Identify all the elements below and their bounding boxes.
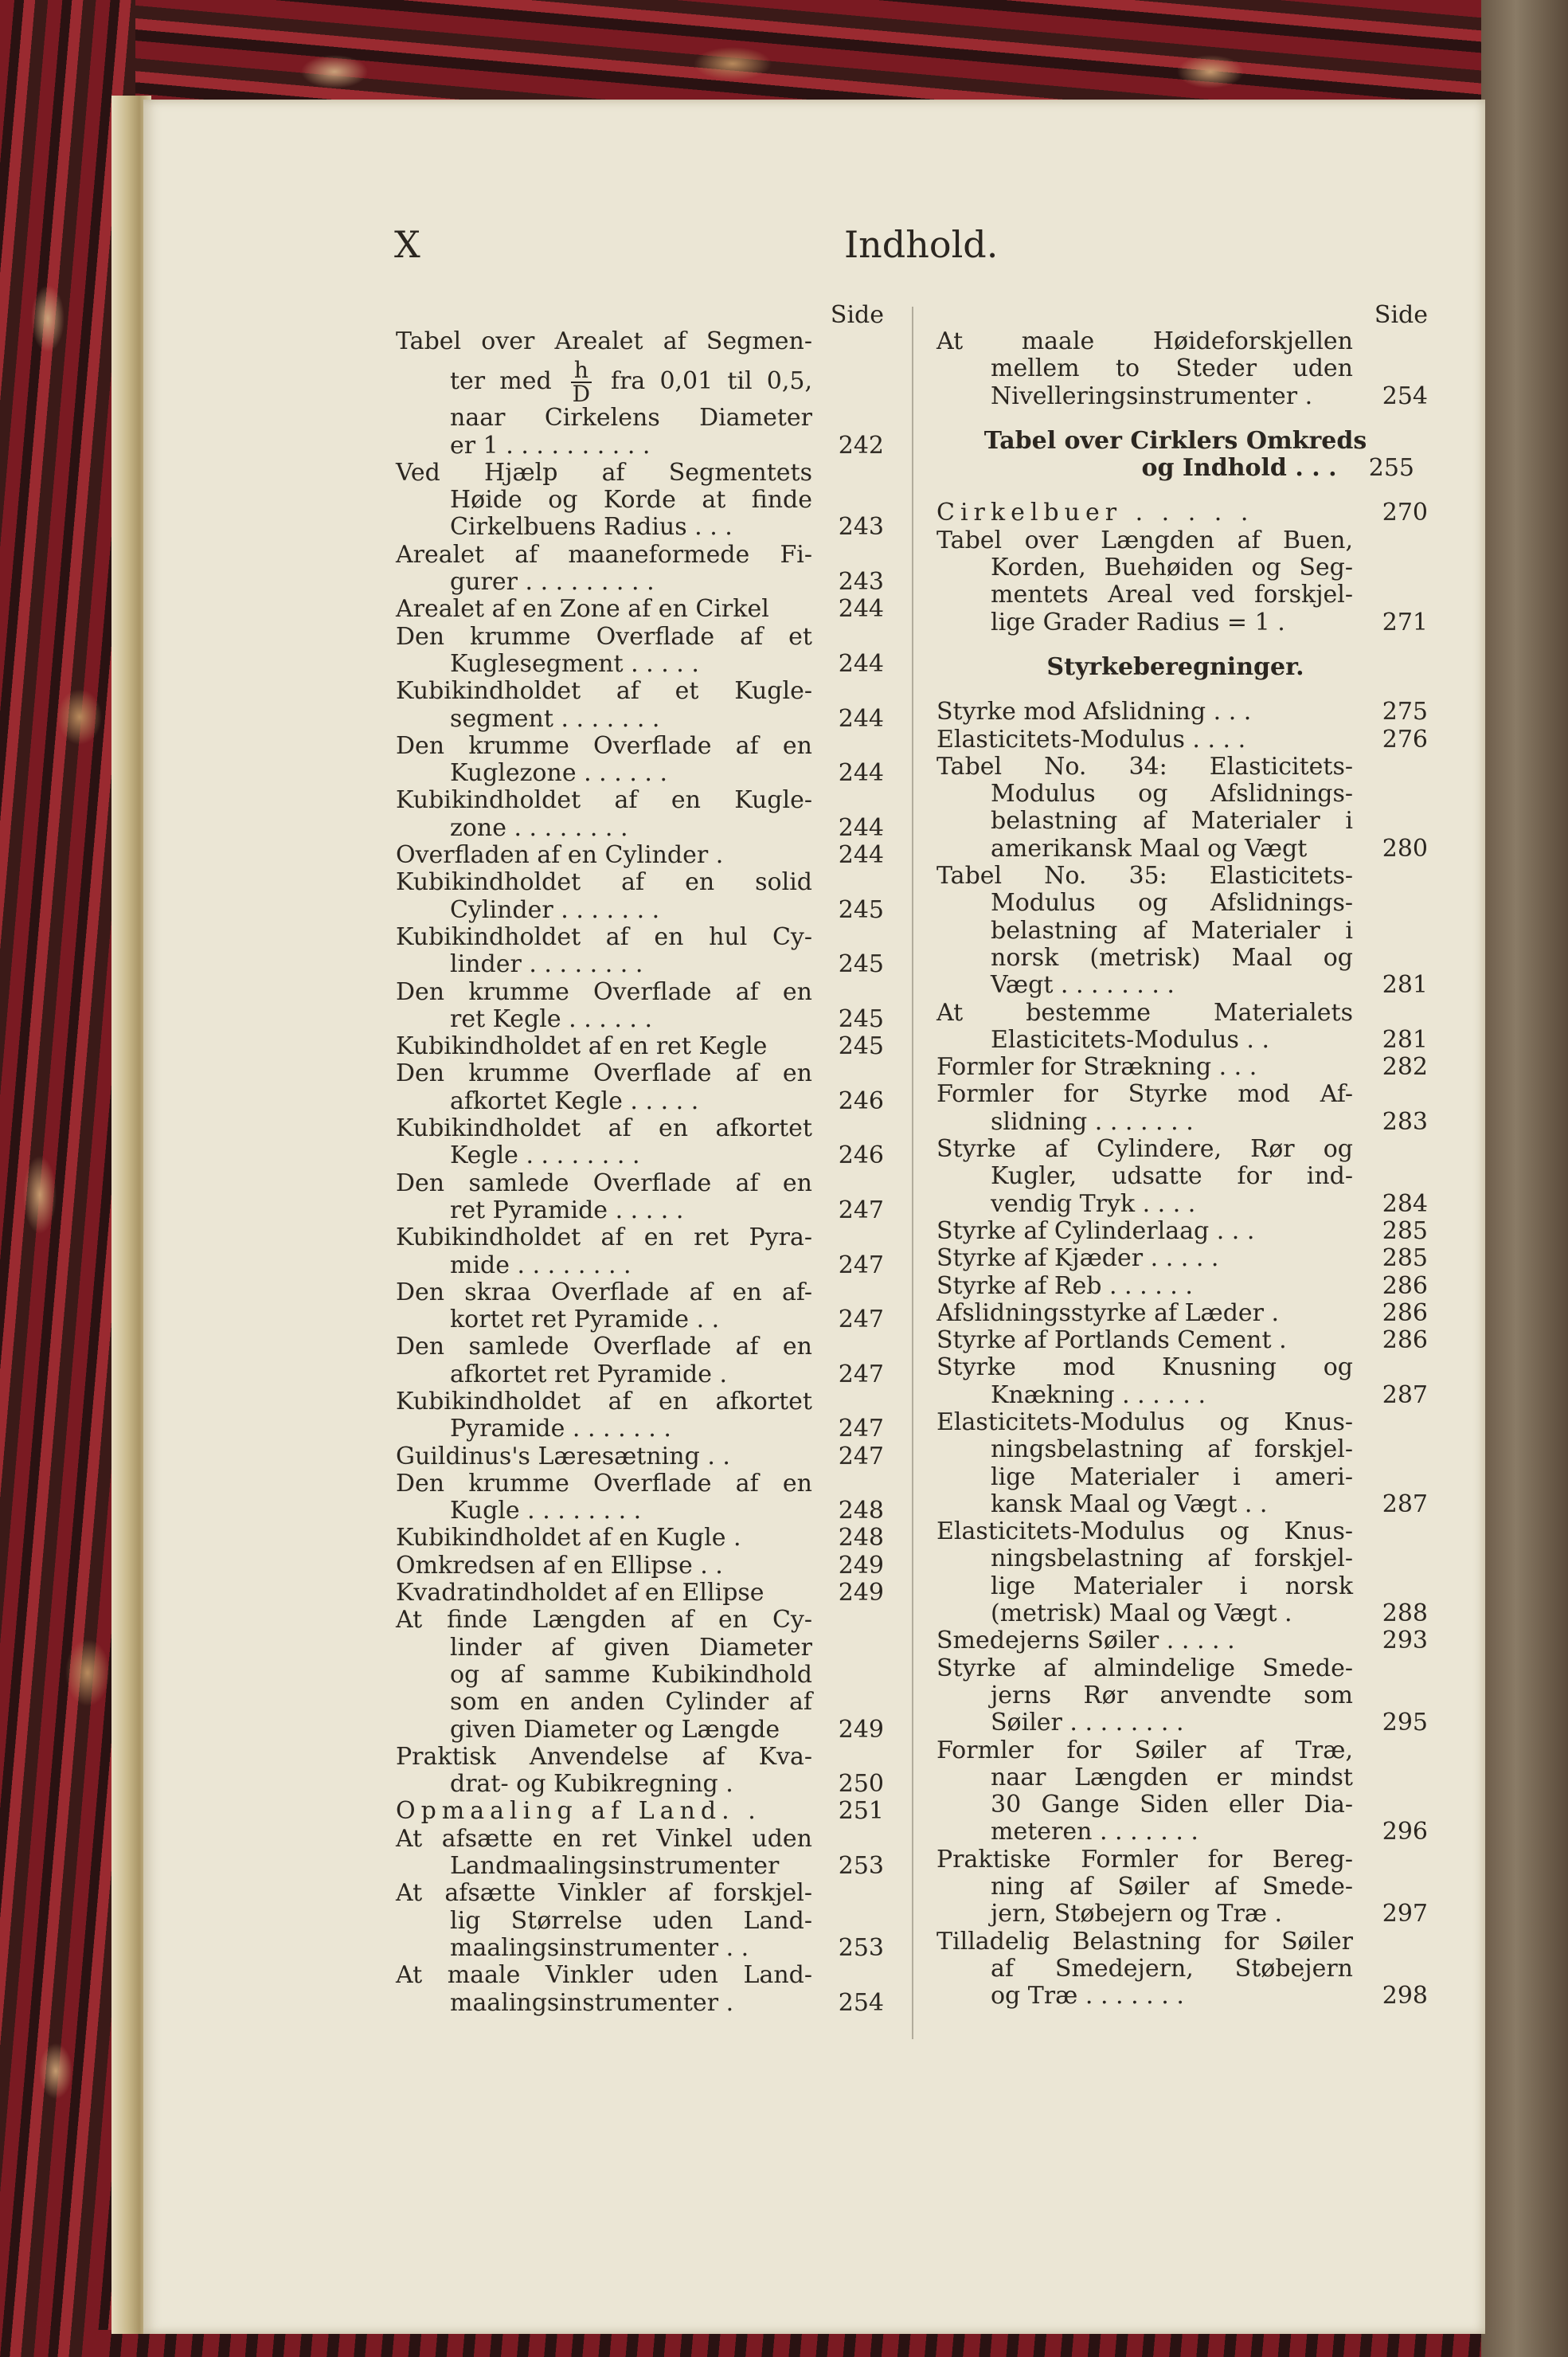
toc-entry [936,1300,1428,1327]
toc-entry [936,1409,1428,1518]
toc-page-number: 254 [838,1988,884,2017]
toc-entry-line: jern, Støbejern og Træ . [991,1900,1283,1928]
toc-entry [936,1218,1428,1245]
toc-entry [396,1443,884,1470]
toc-page-number: 271 [1382,608,1428,636]
toc-entry-line: Kubikindholdet af en Kugle- [396,786,812,815]
toc-entry-line: maalingsinstrumenter . [450,1988,734,2017]
toc-entry-line: ningsbelastning af forskjel- [991,1435,1353,1464]
toc-entry-line: og Træ . . . . . . . [991,1982,1184,2010]
toc-entry [936,1737,1428,1846]
fraction-h-over-d [571,357,592,408]
fraction-numerator: h [571,359,592,383]
toc-page-number: 248 [838,1497,884,1525]
toc-entry [396,1388,884,1443]
toc-entry [396,1224,884,1279]
toc-entry [396,787,884,842]
toc-page-number: 282 [1382,1053,1428,1082]
toc-page-number: 288 [1382,1599,1428,1628]
page-number-roman: X [394,223,420,266]
toc-entry-line: mentets Areal ved forskjel- [991,581,1353,609]
toc-entry-line: Nivelleringsinstrumenter . [991,382,1313,410]
toc-entry [396,542,884,597]
toc-page-number: 245 [838,895,884,924]
toc-entry-line: naar Cirkelens Diameter [450,404,812,433]
toc-entry [396,596,884,623]
toc-entry [396,1552,884,1580]
toc-entry [936,527,1428,636]
toc-entry-line: Knækning . . . . . . [991,1380,1206,1409]
toc-page-number: 275 [1382,698,1428,726]
toc-entry-line: ningsbelastning af forskjel- [991,1545,1353,1573]
toc-entry-line: Praktisk Anvendelse af Kva- [396,1742,812,1771]
toc-page-number: 248 [838,1524,884,1552]
toc-entry [396,1962,884,2017]
toc-entry-line: afkortet Kegle . . . . . [450,1086,699,1115]
toc-entry-line: naar Længden er mindst [991,1763,1353,1791]
toc-entry [936,499,1428,527]
toc-page-number: 286 [1382,1298,1428,1327]
toc-entry-line: Overfladen af en Cylinder . [396,841,724,870]
toc-page-number: 243 [838,513,884,542]
toc-page-number: 247 [838,1306,884,1334]
toc-entry-line: ning af Søiler af Smede- [991,1873,1353,1901]
toc-column-left [396,328,884,2017]
toc-page-number: 293 [1382,1627,1428,1655]
toc-entry-line: Styrke af Cylinderlaag . . . [936,1216,1255,1245]
toc-entry [936,1327,1428,1354]
toc-entry [396,1279,884,1334]
toc-entry-line: Cylinder . . . . . . . [450,895,660,924]
toc-page-number: 250 [838,1770,884,1799]
toc-page-number: 253 [838,1852,884,1881]
toc-entry-line: belastning af Materialer i [991,916,1353,945]
toc-entry-line: maalingsinstrumenter . . [450,1933,749,1962]
toc-entry-line: Kubikindholdet af en afkortet [396,1114,812,1143]
toc-entry-line: ret Pyramide . . . . . [450,1196,684,1224]
toc-page-number: 287 [1382,1380,1428,1409]
toc-entry-line: Den krumme Overflade af en [396,731,812,760]
toc-page-number: 296 [1382,1818,1428,1846]
toc-page-number: 286 [1382,1271,1428,1300]
toc-entry-line: Kubikindholdet af et Kugle- [396,677,812,706]
line-text: ter med [450,367,552,396]
toc-entry-line: afkortet ret Pyramide . [450,1360,728,1388]
toc-entry-line: ret Kegle . . . . . . [450,1004,653,1033]
toc-page-number: 276 [1382,725,1428,754]
toc-entry-line: Styrke af almindelige Smede- [936,1654,1353,1682]
toc-entry-line: Den krumme Overflade af en [396,977,812,1006]
toc-entry-line: Styrke af Kjæder . . . . . [936,1244,1219,1273]
toc-entry-line: Modulus og Afslidnings- [991,780,1353,809]
toc-entry-line: Tabel over Længden af Buen, [936,526,1353,554]
toc-entry-line: jerns Rør anvendte som [991,1681,1353,1709]
toc-page-number: 245 [838,1032,884,1061]
toc-entry-line: Den samlede Overflade af en [396,1333,812,1361]
side-label-left: Side [830,301,884,329]
toc-entry-line: Arealet af maaneformede Fi- [396,540,812,569]
toc-page-number: 270 [1382,499,1428,527]
toc-entry [936,863,1428,999]
toc-page-number: 245 [838,1004,884,1033]
toc-entry-line: Tabel No. 34: Elasticitets- [936,752,1353,781]
toc-entry-line: Elasticitets-Modulus og Knus- [936,1408,1353,1436]
toc-page-number: 244 [838,704,884,733]
toc-entry [936,726,1428,754]
toc-entry-line: er 1 . . . . . . . . . . [450,431,651,460]
toc-entry-line: At bestemme Materialets [936,998,1353,1027]
toc-page-number: 242 [838,431,884,460]
toc-entry-line: gurer . . . . . . . . . [450,568,655,597]
toc-entry [396,1798,884,1825]
toc-entry-line: og Indhold . . . [1141,454,1337,483]
toc-page-number: 255 [1368,454,1414,483]
toc-entry [936,1354,1428,1409]
toc-entry [936,699,1428,726]
toc-entry-line: Pyramide . . . . . . . [450,1415,671,1443]
toc-entry [396,1525,884,1552]
toc-page-number: 285 [1382,1216,1428,1245]
toc-entry-line: slidning . . . . . . . [991,1107,1194,1136]
column-divider [912,307,913,2039]
toc-entry-line: Styrkeberegninger. [1046,652,1304,681]
toc-entry-line: drat- og Kubikregning . [450,1770,733,1799]
toc-entry [396,1115,884,1170]
toc-entry-line: Tabel over Arealet af Segmen- [396,327,812,355]
toc-page-number: 281 [1382,1025,1428,1054]
toc-column-right [936,328,1428,2010]
toc-entry [396,924,884,979]
toc-entry-line: zone . . . . . . . . [450,813,628,842]
toc-heading-entry [936,428,1414,483]
toc-page-number: 287 [1382,1490,1428,1518]
toc-entry [936,1846,1428,1928]
toc-entry-line: kansk Maal og Vægt . . [991,1490,1268,1518]
toc-page-number: 244 [838,595,884,624]
marbled-endpaper-top [96,0,1489,108]
toc-entry [936,754,1428,863]
toc-entry-line: og af samme Kubikindhold [450,1660,812,1689]
toc-page-number: 247 [838,1251,884,1279]
toc-entry-line: Den krumme Overflade af et [396,622,812,651]
toc-entry-line: Arealet af en Zone af en Cirkel [396,595,769,624]
toc-entry [396,1470,884,1525]
toc-entry-line: At maale Vinkler uden Land- [396,1961,812,1990]
toc-entry-line: Elasticitets-Modulus . . [991,1025,1269,1054]
toc-entry-line: Modulus og Afslidnings- [991,889,1353,918]
toc-entry [936,1655,1428,1737]
toc-entry-line: kortet ret Pyramide . . [450,1306,720,1334]
toc-entry-line: Kugler, udsatte for ind- [991,1162,1353,1191]
toc-entry [936,1273,1428,1300]
fraction-denominator: D [572,381,591,408]
toc-entry-line: Formler for Søiler af Træ, [936,1736,1353,1764]
toc-entry-line: lige Materialer i norsk [991,1572,1353,1600]
toc-entry [396,733,884,788]
toc-entry-line: Smedejerns Søiler . . . . . [936,1627,1235,1655]
toc-page-number: 281 [1382,971,1428,1000]
toc-page-number: 249 [838,1579,884,1607]
toc-entry [936,1627,1428,1654]
toc-entry [396,678,884,733]
toc-entry-line: Kegle . . . . . . . . [450,1141,640,1170]
toc-entry-line: meteren . . . . . . . [991,1818,1198,1846]
toc-entry-line: Vægt . . . . . . . . [991,971,1175,1000]
toc-entry-line: Styrke mod Knusning og [936,1353,1353,1382]
toc-entry [936,1081,1428,1136]
toc-page-number: 285 [1382,1244,1428,1273]
toc-entry [396,328,884,460]
toc-entry-line: Cirkelbuens Radius . . . [450,513,733,542]
toc-entry-line: belastning af Materialer i [991,807,1353,836]
toc-entry-line: Styrke af Cylindere, Rør og [936,1135,1353,1164]
toc-page-number: 247 [838,1196,884,1224]
toc-entry [936,1000,1428,1055]
toc-entry-line: Tabel No. 35: Elasticitets- [936,862,1353,891]
toc-entry-line: Den skraa Overflade af en af- [396,1278,812,1306]
toc-page-number: 245 [838,950,884,979]
toc-entry [936,1518,1428,1627]
toc-entry-line: linder af given Diameter [450,1633,812,1662]
toc-entry-line: Kubikindholdet af en Kugle . [396,1524,741,1552]
toc-entry-line: Elasticitets-Modulus . . . . [936,725,1246,754]
toc-page-number: 284 [1382,1189,1428,1218]
toc-entry-line: Den samlede Overflade af en [396,1169,812,1197]
toc-entry-line: norsk (metrisk) Maal og [991,943,1353,972]
toc-entry-line: Landmaalingsinstrumenter [450,1852,780,1881]
toc-entry-line: Kvadratindholdet af en Ellipse [396,1579,764,1607]
toc-entry-line: mide . . . . . . . . [450,1251,632,1279]
toc-entry-line: lige Materialer i ameri- [991,1462,1353,1491]
toc-entry [396,1580,884,1607]
toc-entry-line: linder . . . . . . . . [450,950,643,979]
toc-entry-line: Ved Hjælp af Segmentets [396,458,812,487]
toc-entry [396,869,884,924]
toc-page-number: 247 [838,1442,884,1470]
toc-page-number: 286 [1382,1326,1428,1355]
toc-entry-line: Styrke af Reb . . . . . . [936,1271,1193,1300]
toc-entry-line: Den krumme Overflade af en [396,1469,812,1498]
line-text: fra 0,01 til 0,5, [610,367,812,396]
toc-entry-line: Kugle . . . . . . . . [450,1497,642,1525]
toc-entry-line: Kubikindholdet af en afkortet [396,1387,812,1415]
toc-entry-line: 30 Gange Siden eller Dia- [991,1791,1353,1819]
toc-entry-line: Afslidningsstyrke af Læder . [936,1298,1280,1327]
toc-page-number: 249 [838,1551,884,1580]
toc-entry-line: Tilladelig Belastning for Søiler [936,1927,1353,1956]
toc-page-number: 297 [1382,1900,1428,1928]
toc-entry-line: lige Grader Radius = 1 . [991,608,1285,636]
toc-entry [936,1054,1428,1081]
toc-page-number: 280 [1382,834,1428,863]
toc-page-number: 254 [1382,382,1428,410]
side-label-right: Side [1374,301,1428,329]
toc-entry-line: som en anden Cylinder af [450,1688,812,1717]
toc-page-number: 244 [838,841,884,870]
toc-entry-line: Korden, Buehøiden og Seg- [991,554,1353,582]
toc-page-number: 247 [838,1360,884,1388]
toc-page-number: 283 [1382,1107,1428,1136]
toc-entry-line: At afsætte en ret Vinkel uden [396,1824,812,1853]
toc-entry-line: segment . . . . . . . [450,704,660,733]
toc-page-number: 244 [838,649,884,678]
toc-entry-line: Kuglezone . . . . . . [450,759,668,788]
toc-entry-line: Kubikindholdet af en ret Kegle [396,1032,768,1061]
toc-entry-line: amerikansk Maal og Vægt [991,834,1308,863]
toc-entry [396,460,884,542]
toc-page-number: 251 [838,1797,884,1826]
toc-entry [936,1136,1428,1218]
toc-entry [396,1170,884,1225]
toc-entry [396,842,884,869]
toc-page-number: 295 [1382,1709,1428,1737]
toc-entry-line: Søiler . . . . . . . . [991,1709,1184,1737]
toc-entry [936,328,1428,410]
toc-entry-line: given Diameter og Længde [450,1715,780,1744]
marbled-endpaper-bottom [96,2330,1489,2357]
toc-page-number: 246 [838,1141,884,1170]
toc-entry-line: Kubikindholdet af en solid [396,868,812,897]
toc-entry-line: Opmaaling af Land. . [396,1797,761,1826]
toc-entry [936,1928,1428,2010]
book-cover-edge [1481,0,1568,2357]
toc-entry-line: Omkredsen af en Ellipse . . [396,1551,723,1580]
toc-entry-line: mellem to Steder uden [991,354,1353,383]
toc-entry-line: Den krumme Overflade af en [396,1059,812,1088]
toc-entry-line: Praktiske Formler for Bereg- [936,1845,1353,1873]
toc-entry-line: Høide og Korde at finde [450,486,812,515]
toc-entry-line: Cirkelbuer . . . . . [936,499,1254,527]
toc-entry [396,1744,884,1799]
toc-entry-line: vendig Tryk . . . . [991,1189,1196,1218]
toc-page-number: 249 [838,1715,884,1744]
toc-entry [396,1607,884,1743]
toc-entry-line: At afsætte Vinkler af forskjel- [396,1879,812,1908]
toc-entry-line: Kuglesegment . . . . . [450,649,699,678]
toc-entry-line: af Smedejern, Støbejern [991,1954,1353,1983]
toc-page-number: 247 [838,1415,884,1443]
toc-entry-line: (metrisk) Maal og Vægt . [991,1599,1292,1628]
toc-entry [396,1880,884,1962]
toc-entry-line: Tabel over Cirklers Omkreds [983,426,1367,455]
toc-entry-line: Kubikindholdet af en ret Pyra- [396,1224,812,1252]
toc-entry-line: Kubikindholdet af en hul Cy- [396,922,812,951]
section-heading [936,654,1414,681]
toc-entry-line: Formler for Styrke mod Af- [936,1080,1353,1109]
toc-entry-line: Styrke af Portlands Cement . [936,1326,1287,1355]
toc-entry [396,1333,884,1388]
toc-entry-line: Styrke mod Afslidning . . . [936,698,1252,726]
toc-entry [396,1060,884,1115]
toc-entry-line: Formler for Strækning . . . [936,1053,1257,1082]
toc-entry-line: At finde Længden af en Cy- [396,1606,812,1635]
toc-entry-line-fraction [396,355,812,408]
toc-page-number: 244 [838,759,884,788]
toc-entry-line: At maale Høideforskjellen [936,327,1353,355]
toc-entry [396,979,884,1034]
toc-entry-line: Guildinus's Læresætning . . [396,1442,730,1470]
toc-entry [936,1245,1428,1272]
toc-page-number: 246 [838,1086,884,1115]
toc-page-number: 243 [838,568,884,597]
toc-entry [396,1033,884,1060]
toc-entry-line: lig Størrelse uden Land- [450,1906,812,1935]
toc-page-number: 244 [838,813,884,842]
page-title: Indhold. [844,223,999,266]
toc-entry [396,1826,884,1881]
toc-entry-line: Elasticitets-Modulus og Knus- [936,1517,1353,1546]
toc-page-number: 298 [1382,1982,1428,2010]
toc-page-number: 253 [838,1933,884,1962]
toc-entry [396,624,884,679]
